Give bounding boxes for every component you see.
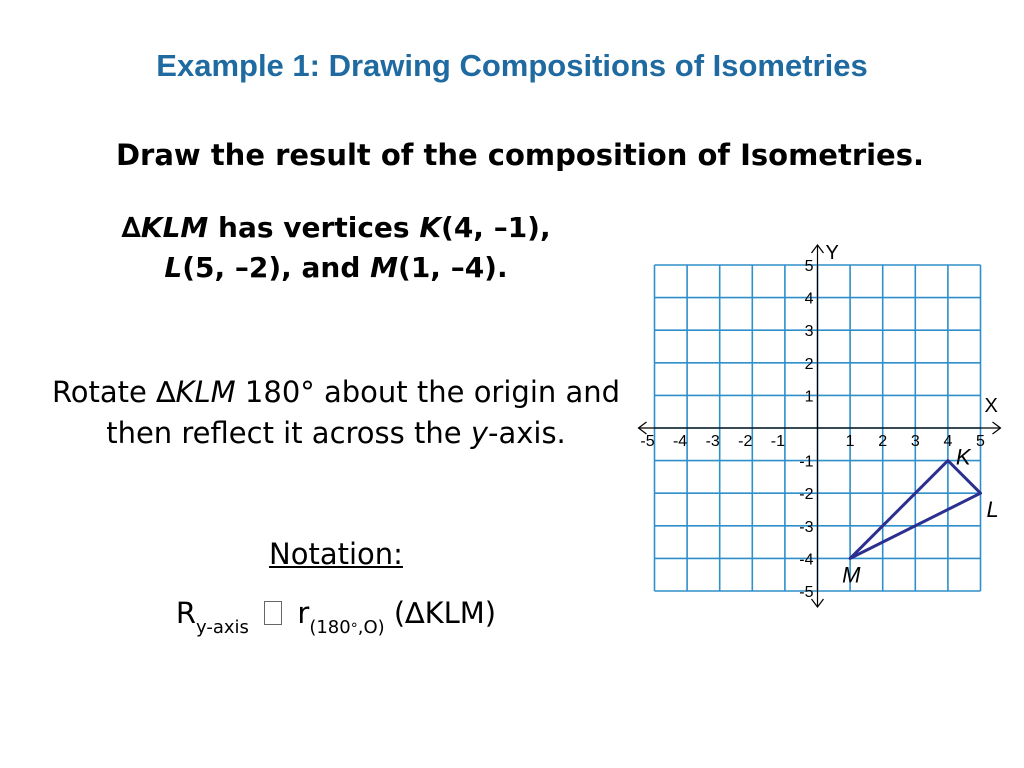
x-tick-label: 2 [878,433,888,450]
x-tick-label: -3 [705,433,720,450]
vertex-k-name: K [419,211,442,244]
task-text [40,372,632,454]
task-part2: 180° about the origin and then reflect it across the [106,375,621,450]
vertex-k-coords: (4, –1), [441,211,551,244]
vertex-label-k: K [955,444,971,470]
x-tick-label: 5 [976,433,985,450]
x-tick-label: 4 [943,433,953,450]
task-part3: -axis. [487,416,566,450]
y-tick-label: 5 [804,258,814,275]
y-tick-label: 1 [804,388,814,406]
degree-symbol: ° [350,621,358,637]
y-tick-label: 4 [804,290,814,308]
y-tick-label: -5 [799,584,814,601]
has-vertices-text: has vertices [208,211,420,244]
x-tick-label: -1 [770,433,786,450]
y-tick-label: 3 [804,323,814,341]
vertex-labels [842,445,999,588]
notation-label: Notation: [269,537,403,571]
given-vertices-text [40,208,632,288]
task-triangle: KLM [175,375,236,409]
vertex-m-name: M [370,251,399,284]
vertex-label-m: M [842,562,861,588]
slide-title: Example 1: Drawing Compositions of Isometries [156,48,868,83]
composition-icon [264,601,282,625]
x-tick-label: -2 [738,433,753,450]
y-tick-label: -3 [799,518,814,536]
y-axis-label: Y [825,242,839,264]
rotation-angle: (180 [309,617,351,638]
x-tick-label: -5 [640,433,655,450]
triangle-name: KLM [140,211,209,244]
x-axis-label: X [984,395,998,417]
rotation-subscript [309,617,384,638]
y-tick-label: -4 [799,551,814,569]
rotation-center: ,O) [357,617,385,638]
instruction-heading: Draw the result of the composition of Isometries. [115,138,925,172]
x-tick-label: 1 [845,433,855,450]
y-tick-label: 2 [804,355,814,373]
reflection-symbol: R [175,596,197,630]
operand: (∆KLM) [393,596,497,630]
task-axis-var: y [470,416,488,450]
rotation-symbol: r [297,596,310,630]
vertex-label-l: L [986,497,999,523]
task-part1: Rotate ∆ [51,375,176,409]
triangle-symbol: ∆ [121,211,141,244]
reflection-subscript: y-axis [196,617,249,638]
y-tick-label: -1 [799,453,814,471]
axes [639,242,1001,607]
notation-expression [40,596,632,638]
x-tick-label: -4 [672,433,688,450]
vertex-l-name: L [164,251,183,284]
y-tick-label: -2 [799,486,814,504]
vertex-l-coords: (5, –2), and [182,251,371,284]
x-tick-label: 3 [910,433,920,450]
tick-labels [640,258,985,601]
coordinate-grid [636,236,1016,616]
vertex-m-coords: (1, –4). [398,251,508,284]
